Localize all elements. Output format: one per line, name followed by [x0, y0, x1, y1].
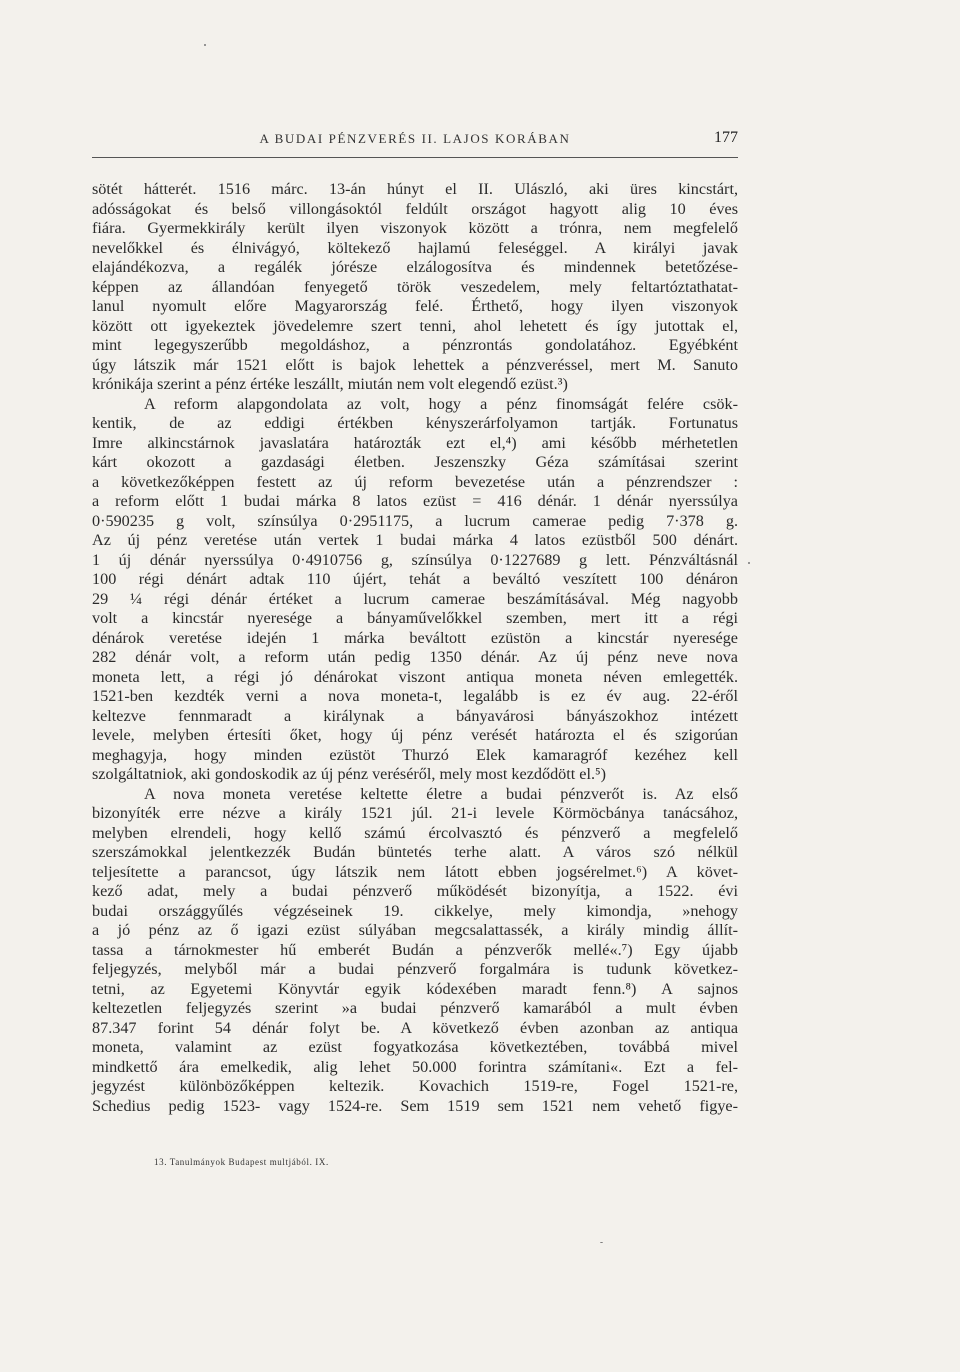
text-line: 1 új dénár nyerssúlya 0·4910756 g, színsúlya 0·1227689 g lett. Pénzváltásnál: [92, 550, 738, 569]
running-head: A BUDAI PÉNZVERÉS II. LAJOS KORÁBAN: [259, 131, 571, 146]
text-line: moneta lett, a régi jó dénárokat viszont antiqua moneta néven emlegették.: [92, 667, 738, 686]
text-line: 282 dénár volt, a reform után pedig 1350 dénár. Az új pénz neve nova: [92, 648, 738, 666]
text-line: a jó pénz az ő igazi ezüst súlyában megcsalattassék, a király mindig állít-: [92, 921, 738, 939]
text-line: 1521-ben kezdték verni a nova moneta-t, legalább is ez év aug. 22-éről: [92, 687, 738, 705]
paper-speck: [748, 562, 750, 564]
text-line: tassa a tárnokmester hű emberét Budán a pénzverők mellé«.⁷) Egy újabb: [92, 940, 738, 959]
text-line: 0·590235 g volt, színsúlya 0·2951175, a lucrum camerae pedig 7·378 g.: [92, 511, 738, 530]
text-line: fiára. Gyermekkirály került ilyen viszonyok között a trónra, nem megfelelő: [92, 219, 738, 237]
text-line: feljegyzés, melyből már a budai pénzverő forgalmára is tudunk következ-: [92, 960, 738, 978]
text-line: budai országgyűlés végzéseinek 19. cikkelye, mely kimondja, »nehogy: [92, 901, 738, 920]
text-line: teljesítette a parancsot, úgy látszik nem látott ebben jogsérelmet.⁶) A követ-: [92, 862, 738, 881]
text-line: szolgáltatniok, aki gondoskodik az új pénz veréséről, mely most kezdődött el.⁵): [92, 765, 607, 783]
text-line: volt a kincstár nyeresége a bányaművelőkkel szemben, mert itt a régi: [92, 609, 738, 627]
paper-speck: [204, 44, 206, 46]
page-header: [92, 131, 738, 158]
text-line: 100 régi dénárt adtak 110 újért, tehát a beváltó veszített 100 dénáron: [92, 570, 738, 588]
body-text: [92, 180, 738, 1136]
text-line: A nova moneta veretése keltette életre a budai pénzverőt is. Az első: [144, 784, 738, 803]
text-line: adósságokat és belső villongásoktól feldúlt országot hagyott alig 10 éves: [92, 199, 738, 218]
text-line: melyben elrendeli, hogy kellő számú ércolvasztó és pénzverő a megfelelő: [92, 823, 738, 842]
text-line: tetni, az Egyetemi Könyvtár egyik kódexében maradt fenn.⁸) A sajnos: [92, 979, 738, 998]
text-line: 87.347 forint 54 dénár folyt be. A következő évben azonban az antiqua: [92, 1018, 738, 1037]
text-line: jegyzést különbözőképpen keltezik. Kovachich 1519-re, Fogel 1521-re,: [92, 1077, 738, 1095]
text-line: bizonyíték erre nézve a király 1521 júl. 21-i levele Körmöcbánya tanácsához,: [92, 804, 738, 822]
text-line: [92, 1116, 738, 1136]
text-line: Az új pénz veretése után vertek 1 budai márka 4 latos ezüstből 500 dénárt.: [92, 531, 738, 549]
text-line: nevelőkkel és élnivágyó, költekező hajlamú feleséggel. A királyi javak: [92, 238, 738, 257]
text-line: között ott igyekeztek jövedelemre szert tenni, ahol lehetett és így jutottak el,: [92, 316, 738, 335]
text-line: kentik, de az eddigi értékben kényszerárfolyamon tartják. Fortunatus: [92, 414, 738, 432]
text-line: dénárok veretése idején 1 márka beváltott ezüstön a kincstár nyeresége: [92, 628, 738, 647]
text-line: mindkettő ára emelkedik, alig lehet 50.000 forintra számítani«. Ezt a fel-: [92, 1057, 738, 1076]
text-line: a reform előtt 1 budai márka 8 latos ezüst = 416 dénár. 1 dénár nyerssúlya: [92, 492, 738, 510]
text-line: moneta, valamint az ezüst fogyatkozása következtében, továbbá mivel: [92, 1038, 738, 1056]
signature-line: 13. Tanulmányok Budapest multjából. IX.: [154, 1157, 329, 1167]
text-line: 29 ¼ régi dénár értéket a lucrum camerae beszámításával. Még nagyobb: [92, 589, 738, 608]
text-line: kező adat, mely a budai pénzverő működését bizonyítja, a 1522. évi: [92, 882, 738, 900]
text-line: Schedius pedig 1523- vagy 1524-re. Sem 1519 sem 1521 nem vehető figye-: [92, 1096, 738, 1115]
page-number: 177: [714, 129, 738, 146]
text-line: mint legegyszerűbb megoldáshoz, a pénzrontás gondolatához. Egyébként: [92, 336, 738, 354]
text-line: keltezetlen feljegyzés szerint »a budai pénzverő kamarából a mult évben: [92, 999, 738, 1017]
text-line: elajándékozva, a regálék jórésze elzálogosítva és mindennek betetőzése-: [92, 258, 738, 276]
text-line: sötét hátterét. 1516 márc. 13-án húnyt el II. Ulászló, aki üres kincstárt,: [92, 180, 738, 198]
text-line: kárt okozott a gazdasági életben. Jeszenszky Géza számításai szerint: [92, 453, 738, 471]
text-line: meghagyja, hogy minden ezüstöt Thurzó Elek kamaragróf kezéhez kell: [92, 745, 738, 764]
text-line: lanul nyomult előre Magyarország felé. Érthető, hogy ilyen viszonyok: [92, 297, 738, 315]
text-line: A reform alapgondolata az volt, hogy a pénz finomságát felére csök-: [144, 394, 738, 413]
text-line: keltezve fennmaradt a királynak a bányavárosi bányászokhoz intézett: [92, 706, 738, 725]
text-line: szerszámokkal jelentkezzék Budán büntetés terhe alatt. A város szó nélkül: [92, 843, 738, 861]
text-line: levele, melyben értesíti őket, hogy új pénz verését határozta el és szigorúan: [92, 726, 738, 744]
text-line: képpen az állandóan fenyegető török veszedelem, mely feltartóztathatat-: [92, 277, 738, 296]
text-line: krónikája szerint a pénz értéke leszállt, miután nem volt elegendő ezüst.³): [92, 375, 568, 393]
text-line: a következőképpen festett az új reform bevezetése után a pénzrendszer :: [92, 472, 738, 491]
paper-speck: [600, 1242, 603, 1243]
text-line: úgy látszik már 1521 előtt is bajok lehettek a pénzveréssel, mert M. Sanuto: [92, 355, 738, 374]
text-line: Imre alkincstárnok javaslatára határozták ezt el,⁴) ami később mérhetetlen: [92, 433, 738, 452]
